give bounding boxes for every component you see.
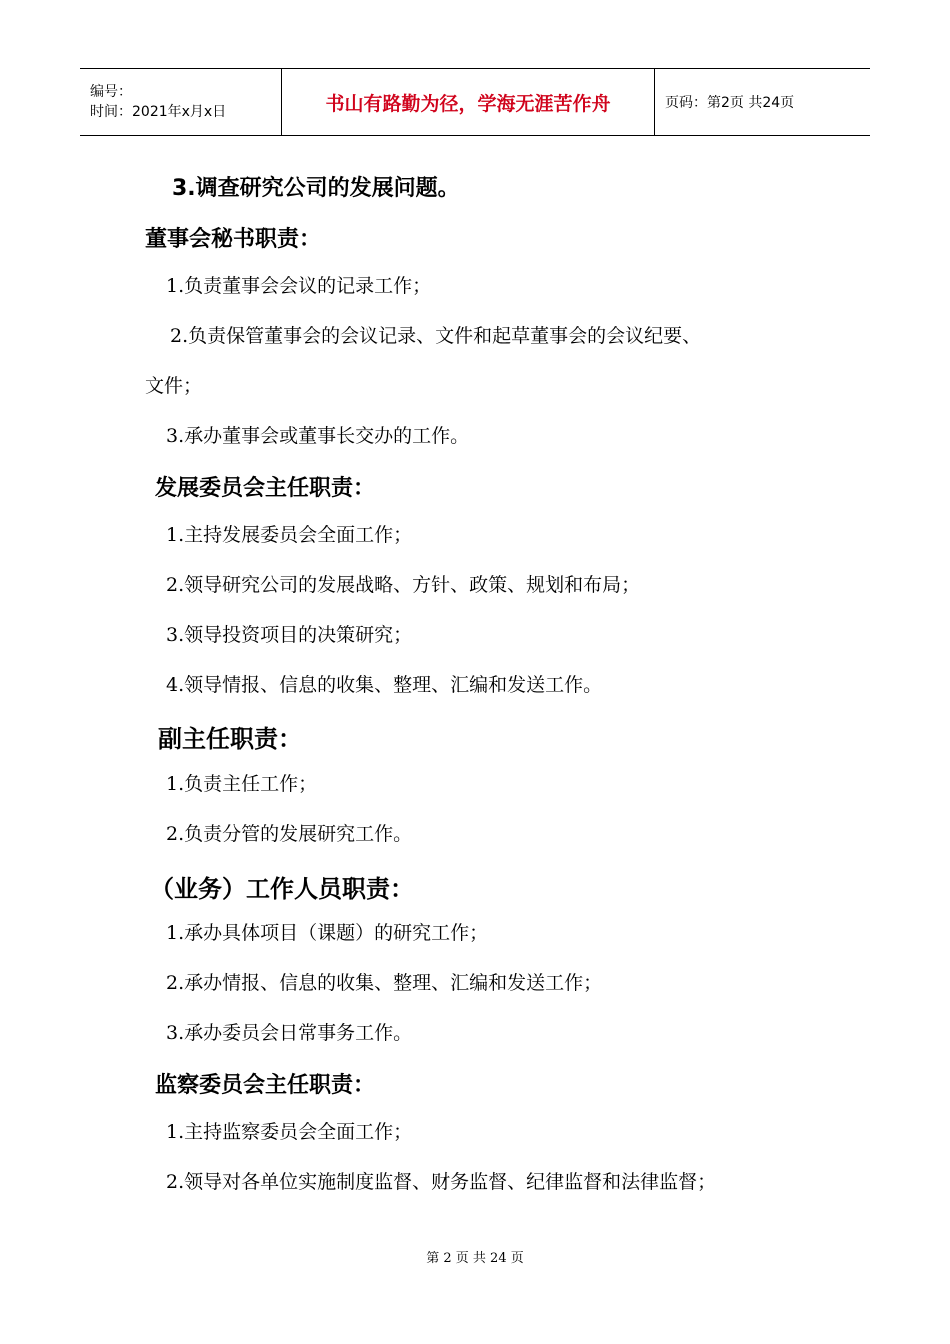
intro-item: 3.调查研究公司的发展问题。 bbox=[172, 176, 460, 201]
header-motto: 书山有路勤为径，学海无涯苦作舟 bbox=[282, 69, 655, 135]
time-label: 时间：2021年x月x日 bbox=[90, 104, 227, 120]
section-item: 1.承办具体项目（课题）的研究工作； bbox=[166, 922, 489, 944]
section-title: 发展委员会主任职责： bbox=[155, 476, 376, 501]
section-item: 1.主持监察委员会全面工作； bbox=[166, 1121, 413, 1143]
section-item: 1.负责董事会会议的记录工作； bbox=[166, 275, 432, 297]
section-item: 2.领导对各单位实施制度监督、财务监督、纪律监督和法律监督； bbox=[166, 1171, 717, 1193]
section-item: 2.负责保管董事会的会议记录、文件和起草董事会的会议纪要、 bbox=[170, 325, 702, 347]
section-title: 副主任职责： bbox=[158, 725, 302, 753]
header-page-info: 页码：第2页 共24页 bbox=[665, 95, 795, 111]
section-item: 2.承办情报、信息的收集、整理、汇编和发送工作； bbox=[166, 972, 603, 994]
section-item: 2.负责分管的发展研究工作。 bbox=[166, 823, 413, 845]
section-item: 2.领导研究公司的发展战略、方针、政策、规划和布局； bbox=[166, 574, 641, 596]
page-footer: 第 2 页 共 24 页 bbox=[426, 1251, 524, 1266]
section-item: 1.负责主任工作； bbox=[166, 773, 318, 795]
section-title: （业务）工作人员职责： bbox=[150, 875, 414, 903]
header-meta bbox=[80, 69, 282, 135]
section-item: 3.承办董事会或董事长交办的工作。 bbox=[166, 425, 470, 447]
section-item: 1.主持发展委员会全面工作； bbox=[166, 524, 413, 546]
section-item: 文件； bbox=[145, 375, 203, 397]
section-item: 4.领导情报、信息的收集、整理、汇编和发送工作。 bbox=[166, 674, 603, 696]
section-item: 3.承办委员会日常事务工作。 bbox=[166, 1022, 413, 1044]
section-title: 董事会秘书职责： bbox=[145, 227, 322, 252]
page-header bbox=[80, 68, 870, 136]
section-title: 监察委员会主任职责： bbox=[155, 1073, 376, 1098]
number-label: 编号： bbox=[90, 84, 132, 100]
section-item: 3.领导投资项目的决策研究； bbox=[166, 624, 413, 646]
